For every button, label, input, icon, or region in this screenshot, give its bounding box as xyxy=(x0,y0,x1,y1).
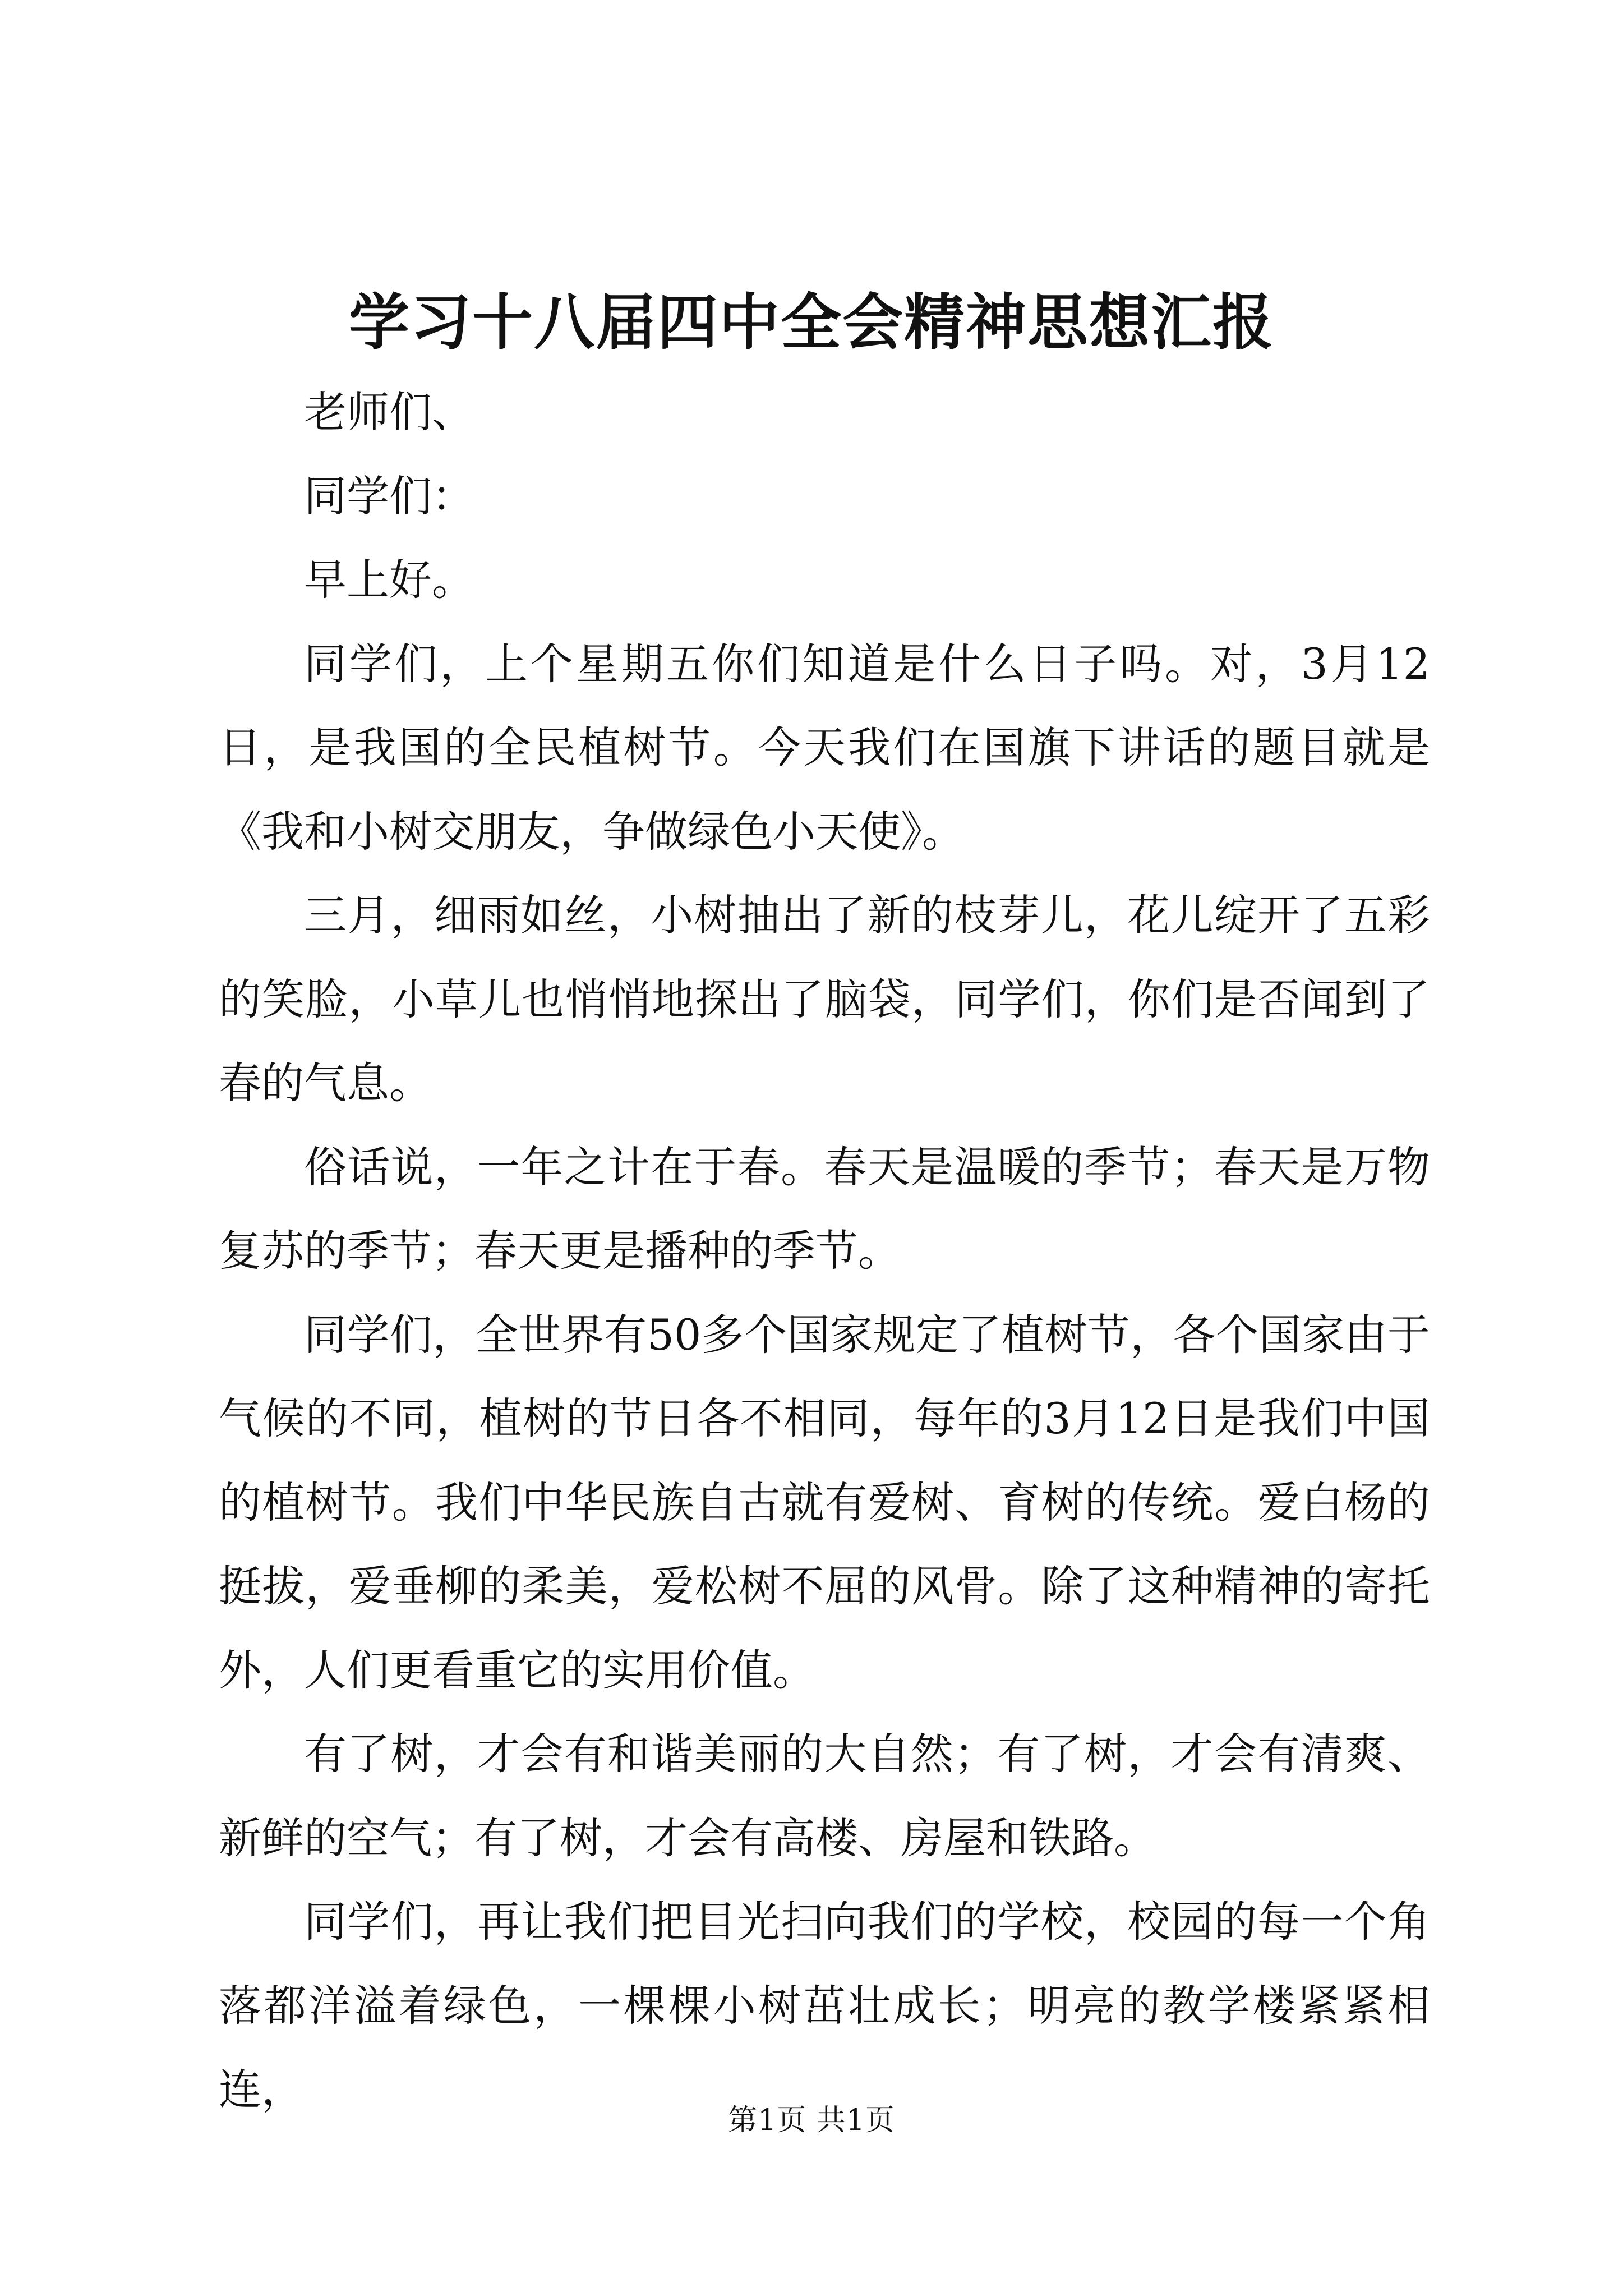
paragraph-salutation-students: 同学们： xyxy=(304,471,474,521)
paragraph-our-school: 同学们，再让我们把目光扫向我们的学校，校园的每一个角落都洋溢着绿色，一棵棵小树茁壮成长；明亮的教学楼紧紧相连， xyxy=(219,1897,1430,2114)
paragraph-value-of-trees: 有了树，才会有和谐美丽的大自然；有了树，才会有清爽、新鲜的空气；有了树，才会有高楼、房屋和铁路。 xyxy=(219,1729,1430,1863)
page-footer: 第1页 共1页 xyxy=(728,2104,895,2137)
paragraph-world-arbor-days: 同学们，全世界有50多个国家规定了植树节，各个国家由于气候的不同，植树的节日各不相同，每年的3月12日是我们中国的植树节。我们中华民族自古就有爱树、育树的传统。爱白杨的挺拔，爱垂柳的柔美，爱松树不屈的风骨。除了这种精神的寄托外，人们更看重它的实用价值。 xyxy=(219,1309,1430,1695)
paragraph-salutation-teachers: 老师们、 xyxy=(304,387,474,437)
paragraph-march-spring: 三月，细雨如丝，小树抽出了新的枝芽儿，花儿绽开了五彩的笑脸，小草儿也悄悄地探出了脑袋，同学们，你们是否闻到了春的气息。 xyxy=(219,890,1430,1108)
document-body xyxy=(219,370,1430,2132)
paragraph-spring-season: 俗话说，一年之计在于春。春天是温暖的季节；春天是万物复苏的季节；春天更是播种的季节。 xyxy=(219,1142,1430,1276)
paragraph-arbor-day-intro: 同学们，上个星期五你们知道是什么日子吗。对，3月12日，是我国的全民植树节。今天我们在国旗下讲话的题目就是《我和小树交朋友，争做绿色小天使》。 xyxy=(219,638,1430,857)
document-title: 学习十八届四中全会精神思想汇报 xyxy=(348,287,1274,358)
paragraph-greeting: 早上好。 xyxy=(304,555,474,605)
